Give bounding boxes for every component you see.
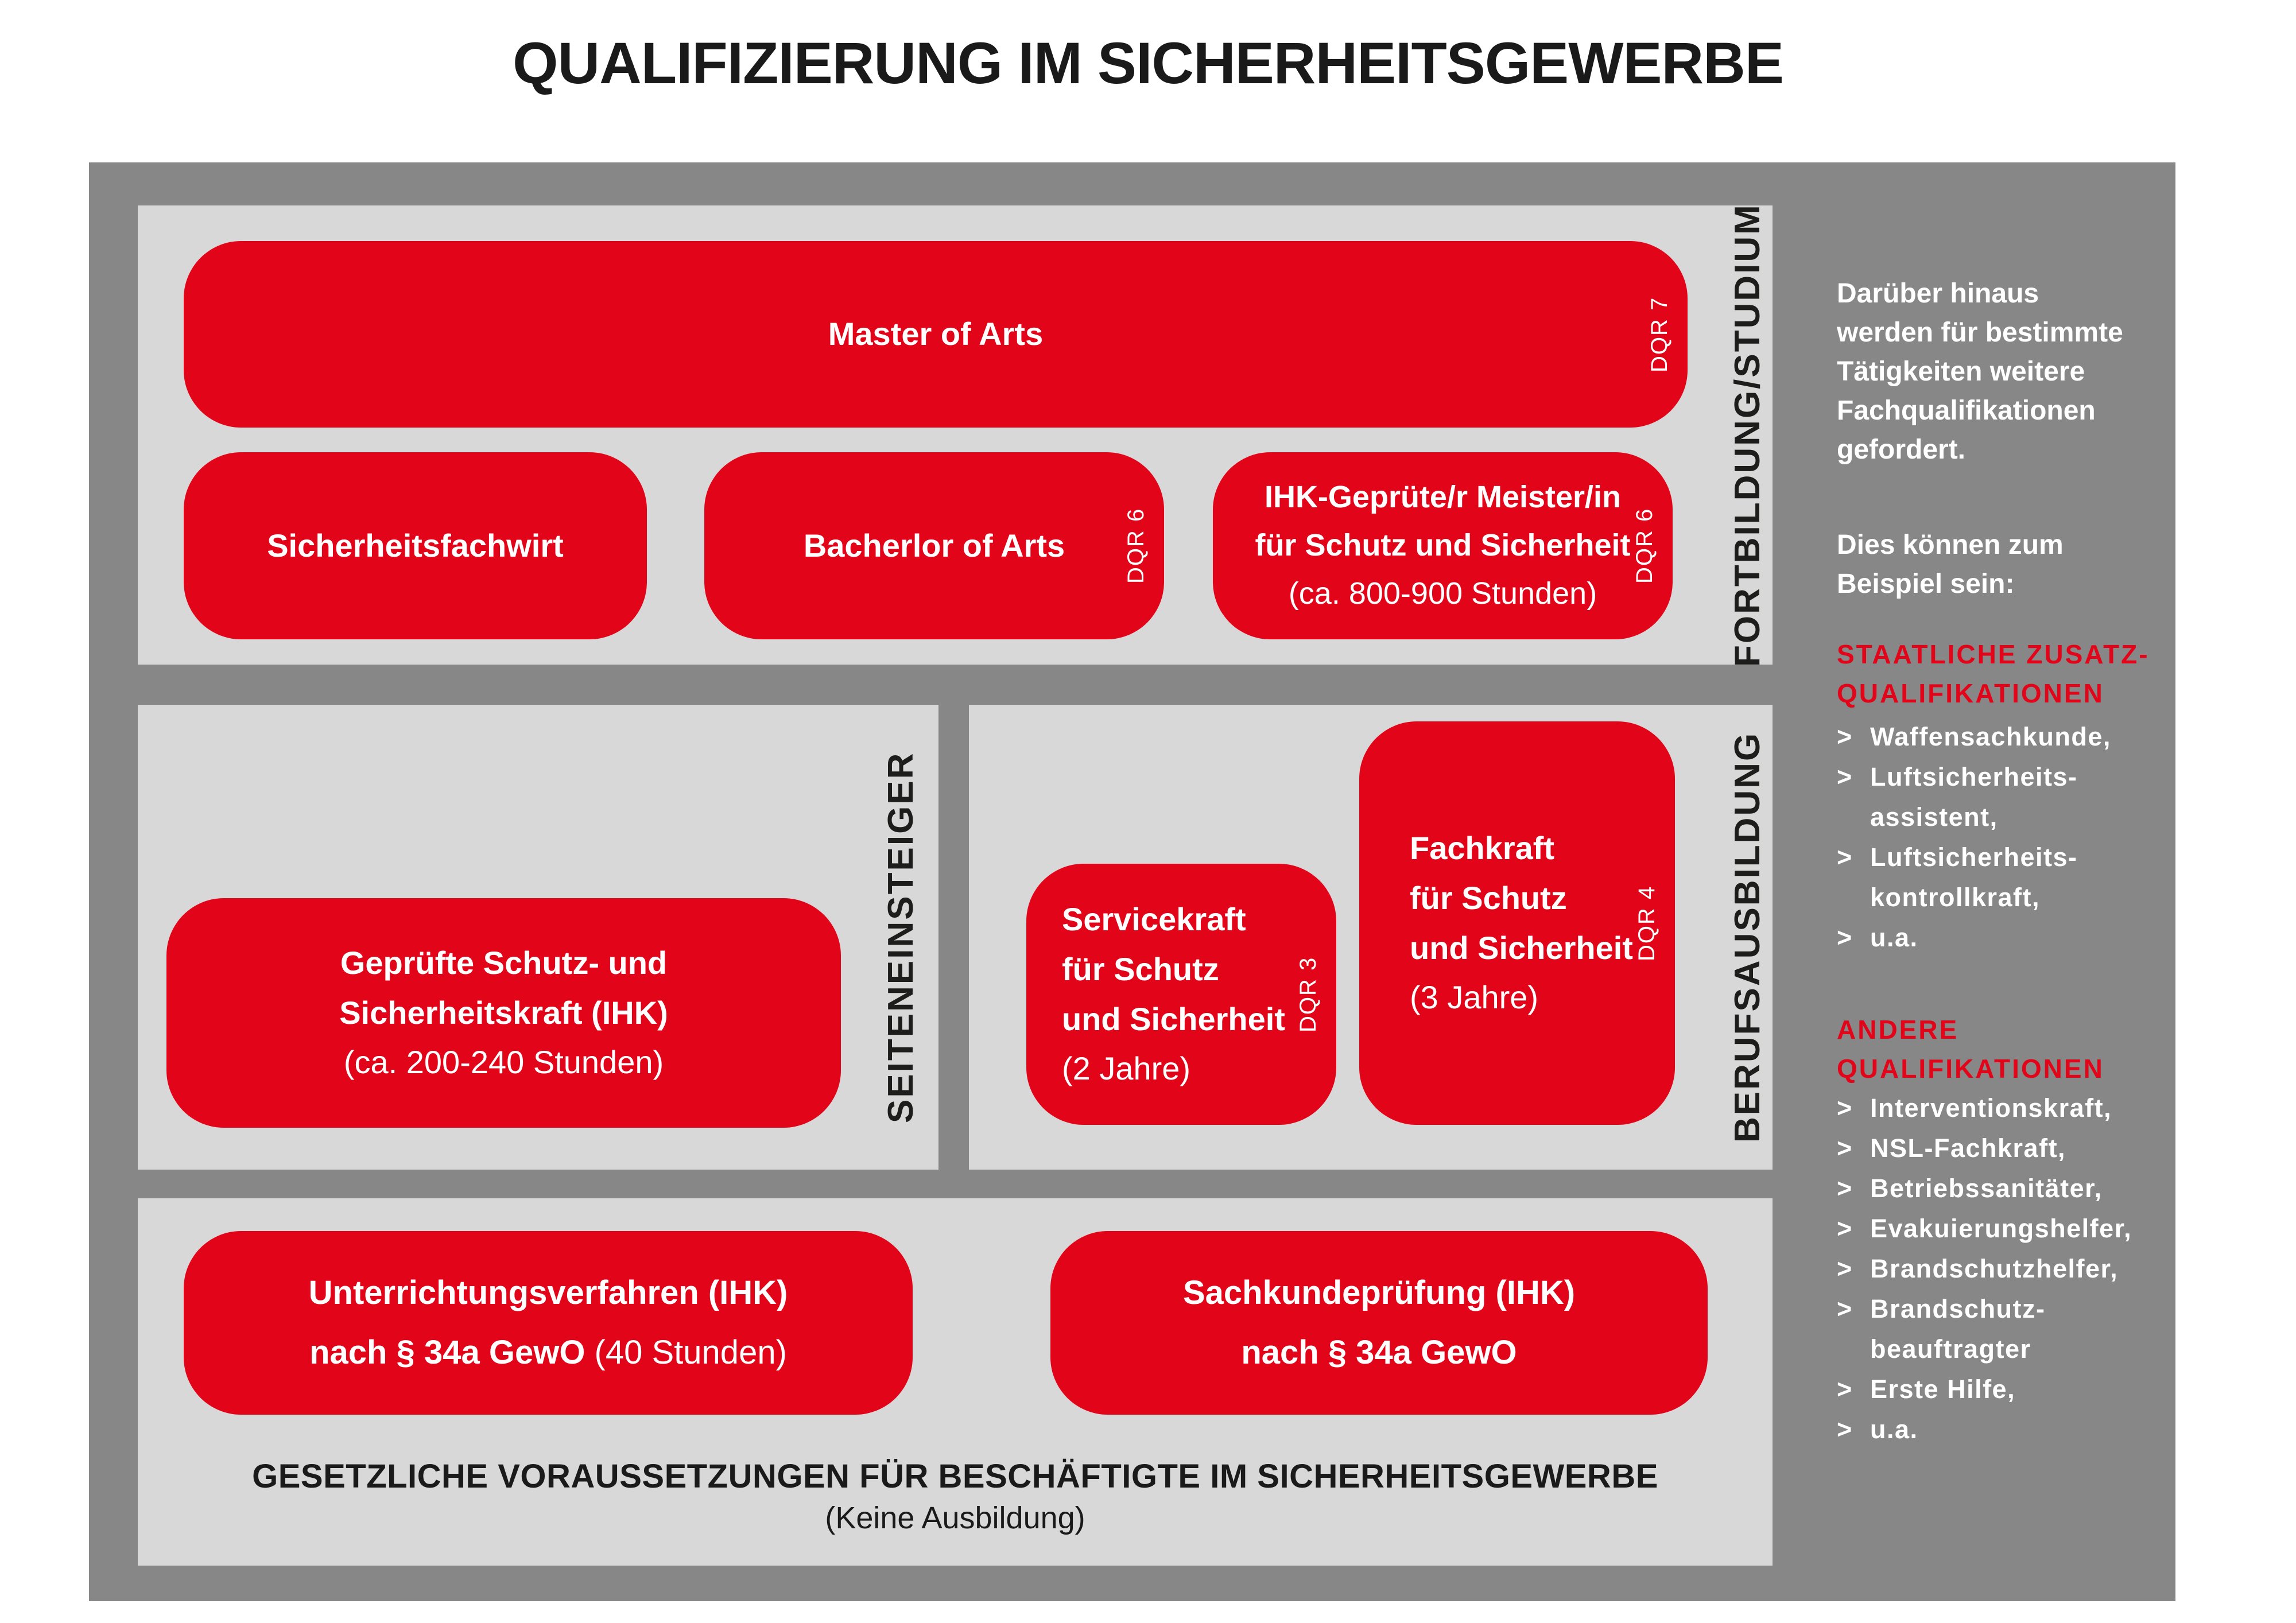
dqr-level-label: DQR 7 <box>1647 296 1672 372</box>
list-item <box>1837 1289 2181 1329</box>
sidebar-intro-line: Darüber hinaus <box>1837 278 2039 309</box>
list-item <box>1837 1209 2181 1249</box>
sidebar-intro-line: Dies können zum <box>1837 530 2064 560</box>
sidebar-section-heading-andere <box>1837 1010 2181 1088</box>
bullet-chevron-icon: > <box>1837 842 1853 872</box>
bullet-chevron-icon: > <box>1837 923 1853 952</box>
diagram-container <box>89 162 2175 1601</box>
box-label-line: und Sicherheit <box>1410 929 1633 966</box>
box-label-line: und Sicherheit <box>1062 1000 1285 1037</box>
bullet-chevron-icon: > <box>1837 1133 1853 1163</box>
heading-line: STAATLICHE ZUSATZ- <box>1837 639 2150 669</box>
list-item <box>1837 1128 2181 1168</box>
panel-fortbildung-studium <box>138 205 1773 665</box>
list-item-text: Waffensachkunde, <box>1870 722 2111 751</box>
box-label-line: für Schutz <box>1062 950 1219 987</box>
caption-heading: GESETZLICHE VORAUSSETZUNGEN FÜR BESCHÄFTIGTE IM SICHERHEITSGEWERBE <box>252 1458 1658 1495</box>
list-item <box>1837 1410 2181 1450</box>
list-item-text: beauftragter <box>1870 1334 2031 1364</box>
box-label-line: für Schutz <box>1410 879 1567 916</box>
box-label-line: Servicekraft <box>1062 900 1246 937</box>
box-ihk-meister <box>1213 452 1673 639</box>
list-item-text: Luftsicherheits- <box>1870 762 2078 791</box>
list-item-text: NSL-Fachkraft, <box>1870 1133 2066 1163</box>
list-item-continuation <box>1837 1329 2181 1369</box>
sidebar-intro-line: Beispiel sein: <box>1837 569 2015 599</box>
list-item-continuation <box>1837 797 2181 837</box>
box-gepruefte-schutz-sicherheitskraft <box>166 898 841 1128</box>
dqr-level-label: DQR 3 <box>1296 956 1321 1032</box>
box-label-line: für Schutz und Sicherheit <box>1255 528 1631 563</box>
box-label-line: Sicherheitskraft (IHK) <box>339 994 668 1031</box>
dqr-level-label: DQR 6 <box>1632 507 1657 584</box>
list-item-continuation <box>1837 877 2181 918</box>
bullet-chevron-icon: > <box>1837 722 1853 751</box>
bullet-chevron-icon: > <box>1837 1415 1853 1444</box>
box-duration: (40 Stunden) <box>585 1334 787 1371</box>
panel-caption <box>138 1457 1773 1539</box>
box-sachkundepruefung <box>1050 1231 1708 1415</box>
list-item-text: u.a. <box>1870 923 1918 952</box>
panel-berufsausbildung <box>969 705 1773 1170</box>
box-servicekraft <box>1026 864 1336 1125</box>
list-item-text: kontrollkraft, <box>1870 883 2041 912</box>
box-duration: (ca. 800-900 Stunden) <box>1288 576 1597 611</box>
list-item <box>1837 717 2181 757</box>
box-duration: (3 Jahre) <box>1410 979 1539 1016</box>
box-label-line: nach § 34a GewO <box>1241 1334 1517 1371</box>
list-item <box>1837 1168 2181 1209</box>
list-item-text: Betriebssanitäter, <box>1870 1174 2103 1203</box>
sidebar-list-staatliche <box>1837 717 2181 958</box>
list-item <box>1837 1249 2181 1289</box>
dqr-level-label: DQR 6 <box>1123 507 1149 584</box>
list-item-text: Brandschutzhelfer, <box>1870 1254 2119 1283</box>
bullet-chevron-icon: > <box>1837 1214 1853 1243</box>
box-label: Bacherlor of Arts <box>803 527 1065 564</box>
box-label-line: Fachkraft <box>1410 829 1555 866</box>
list-item <box>1837 918 2181 958</box>
list-item-text: assistent, <box>1870 802 1998 832</box>
sidebar-list-andere <box>1837 1088 2181 1450</box>
sidebar-intro-line: Fachqualifikationen <box>1837 395 2096 426</box>
sidebar-additional-qualifications <box>1837 274 2181 1450</box>
bullet-chevron-icon: > <box>1837 1254 1853 1283</box>
box-bachelor-of-arts <box>704 452 1164 639</box>
sidebar-intro-line: werden für bestimmte <box>1837 317 2123 348</box>
list-item-text: u.a. <box>1870 1415 1918 1444</box>
list-item <box>1837 757 2181 797</box>
heading-line: ANDERE <box>1837 1015 1959 1045</box>
box-label-part: nach § 34a GewO <box>309 1334 585 1371</box>
heading-line: QUALIFIKATIONEN <box>1837 678 2104 708</box>
bullet-chevron-icon: > <box>1837 1093 1853 1123</box>
vertical-label-berufsausbildung: BERUFSAUSBILDUNG <box>1728 731 1767 1143</box>
sidebar-section-heading-staatliche <box>1837 635 2181 713</box>
box-sicherheitsfachwirt <box>184 452 647 639</box>
list-item-text: Evakuierungshelfer, <box>1870 1214 2132 1243</box>
sidebar-intro-line: Tätigkeiten weitere <box>1837 356 2085 387</box>
panel-seiteneinsteiger <box>138 705 938 1170</box>
box-label-line: Geprüfte Schutz- und <box>340 944 668 981</box>
box-label: Master of Arts <box>828 316 1044 352</box>
list-item-text: Erste Hilfe, <box>1870 1374 2016 1404</box>
box-master-of-arts <box>184 241 1688 428</box>
panel-gesetzliche-voraussetzungen <box>138 1198 1773 1566</box>
dqr-level-label: DQR 4 <box>1634 885 1659 961</box>
box-label: Sicherheitsfachwirt <box>267 527 564 564</box>
box-fachkraft <box>1359 721 1675 1125</box>
sidebar-intro2 <box>1837 526 2181 604</box>
caption-subtext: (Keine Ausbildung) <box>825 1501 1085 1535</box>
list-item-text: Interventionskraft, <box>1870 1093 2112 1123</box>
heading-line: QUALIFIKATIONEN <box>1837 1054 2104 1084</box>
bullet-chevron-icon: > <box>1837 762 1853 791</box>
list-item-text: Luftsicherheits- <box>1870 842 2078 872</box>
bullet-chevron-icon: > <box>1837 1374 1853 1404</box>
list-item-text: Brandschutz- <box>1870 1294 2046 1323</box>
box-duration: (ca. 200-240 Stunden) <box>343 1044 664 1081</box>
vertical-label-fortbildung-studium: FORTBILDUNG/STUDIUM <box>1728 203 1767 667</box>
box-duration: (2 Jahre) <box>1062 1050 1191 1087</box>
box-label-line: Sachkundeprüfung (IHK) <box>1182 1273 1576 1311</box>
sidebar-intro <box>1837 274 2181 469</box>
vertical-label-seiteneinsteiger: SEITENEINSTEIGER <box>881 751 921 1123</box>
box-label-line: Unterrichtungsverfahren (IHK) <box>308 1273 788 1311</box>
list-item <box>1837 1088 2181 1128</box>
page-title: QUALIFIZIERUNG IM SICHERHEITSGEWERBE <box>513 30 1783 96</box>
sidebar-intro-line: gefordert. <box>1837 434 1966 465</box>
box-label-line: IHK-Geprüte/r Meister/in <box>1264 480 1622 515</box>
box-unterrichtungsverfahren <box>184 1231 913 1415</box>
bullet-chevron-icon: > <box>1837 1174 1853 1203</box>
box-label-line <box>184 1323 913 1383</box>
list-item <box>1837 1369 2181 1410</box>
list-item <box>1837 837 2181 877</box>
bullet-chevron-icon: > <box>1837 1294 1853 1323</box>
